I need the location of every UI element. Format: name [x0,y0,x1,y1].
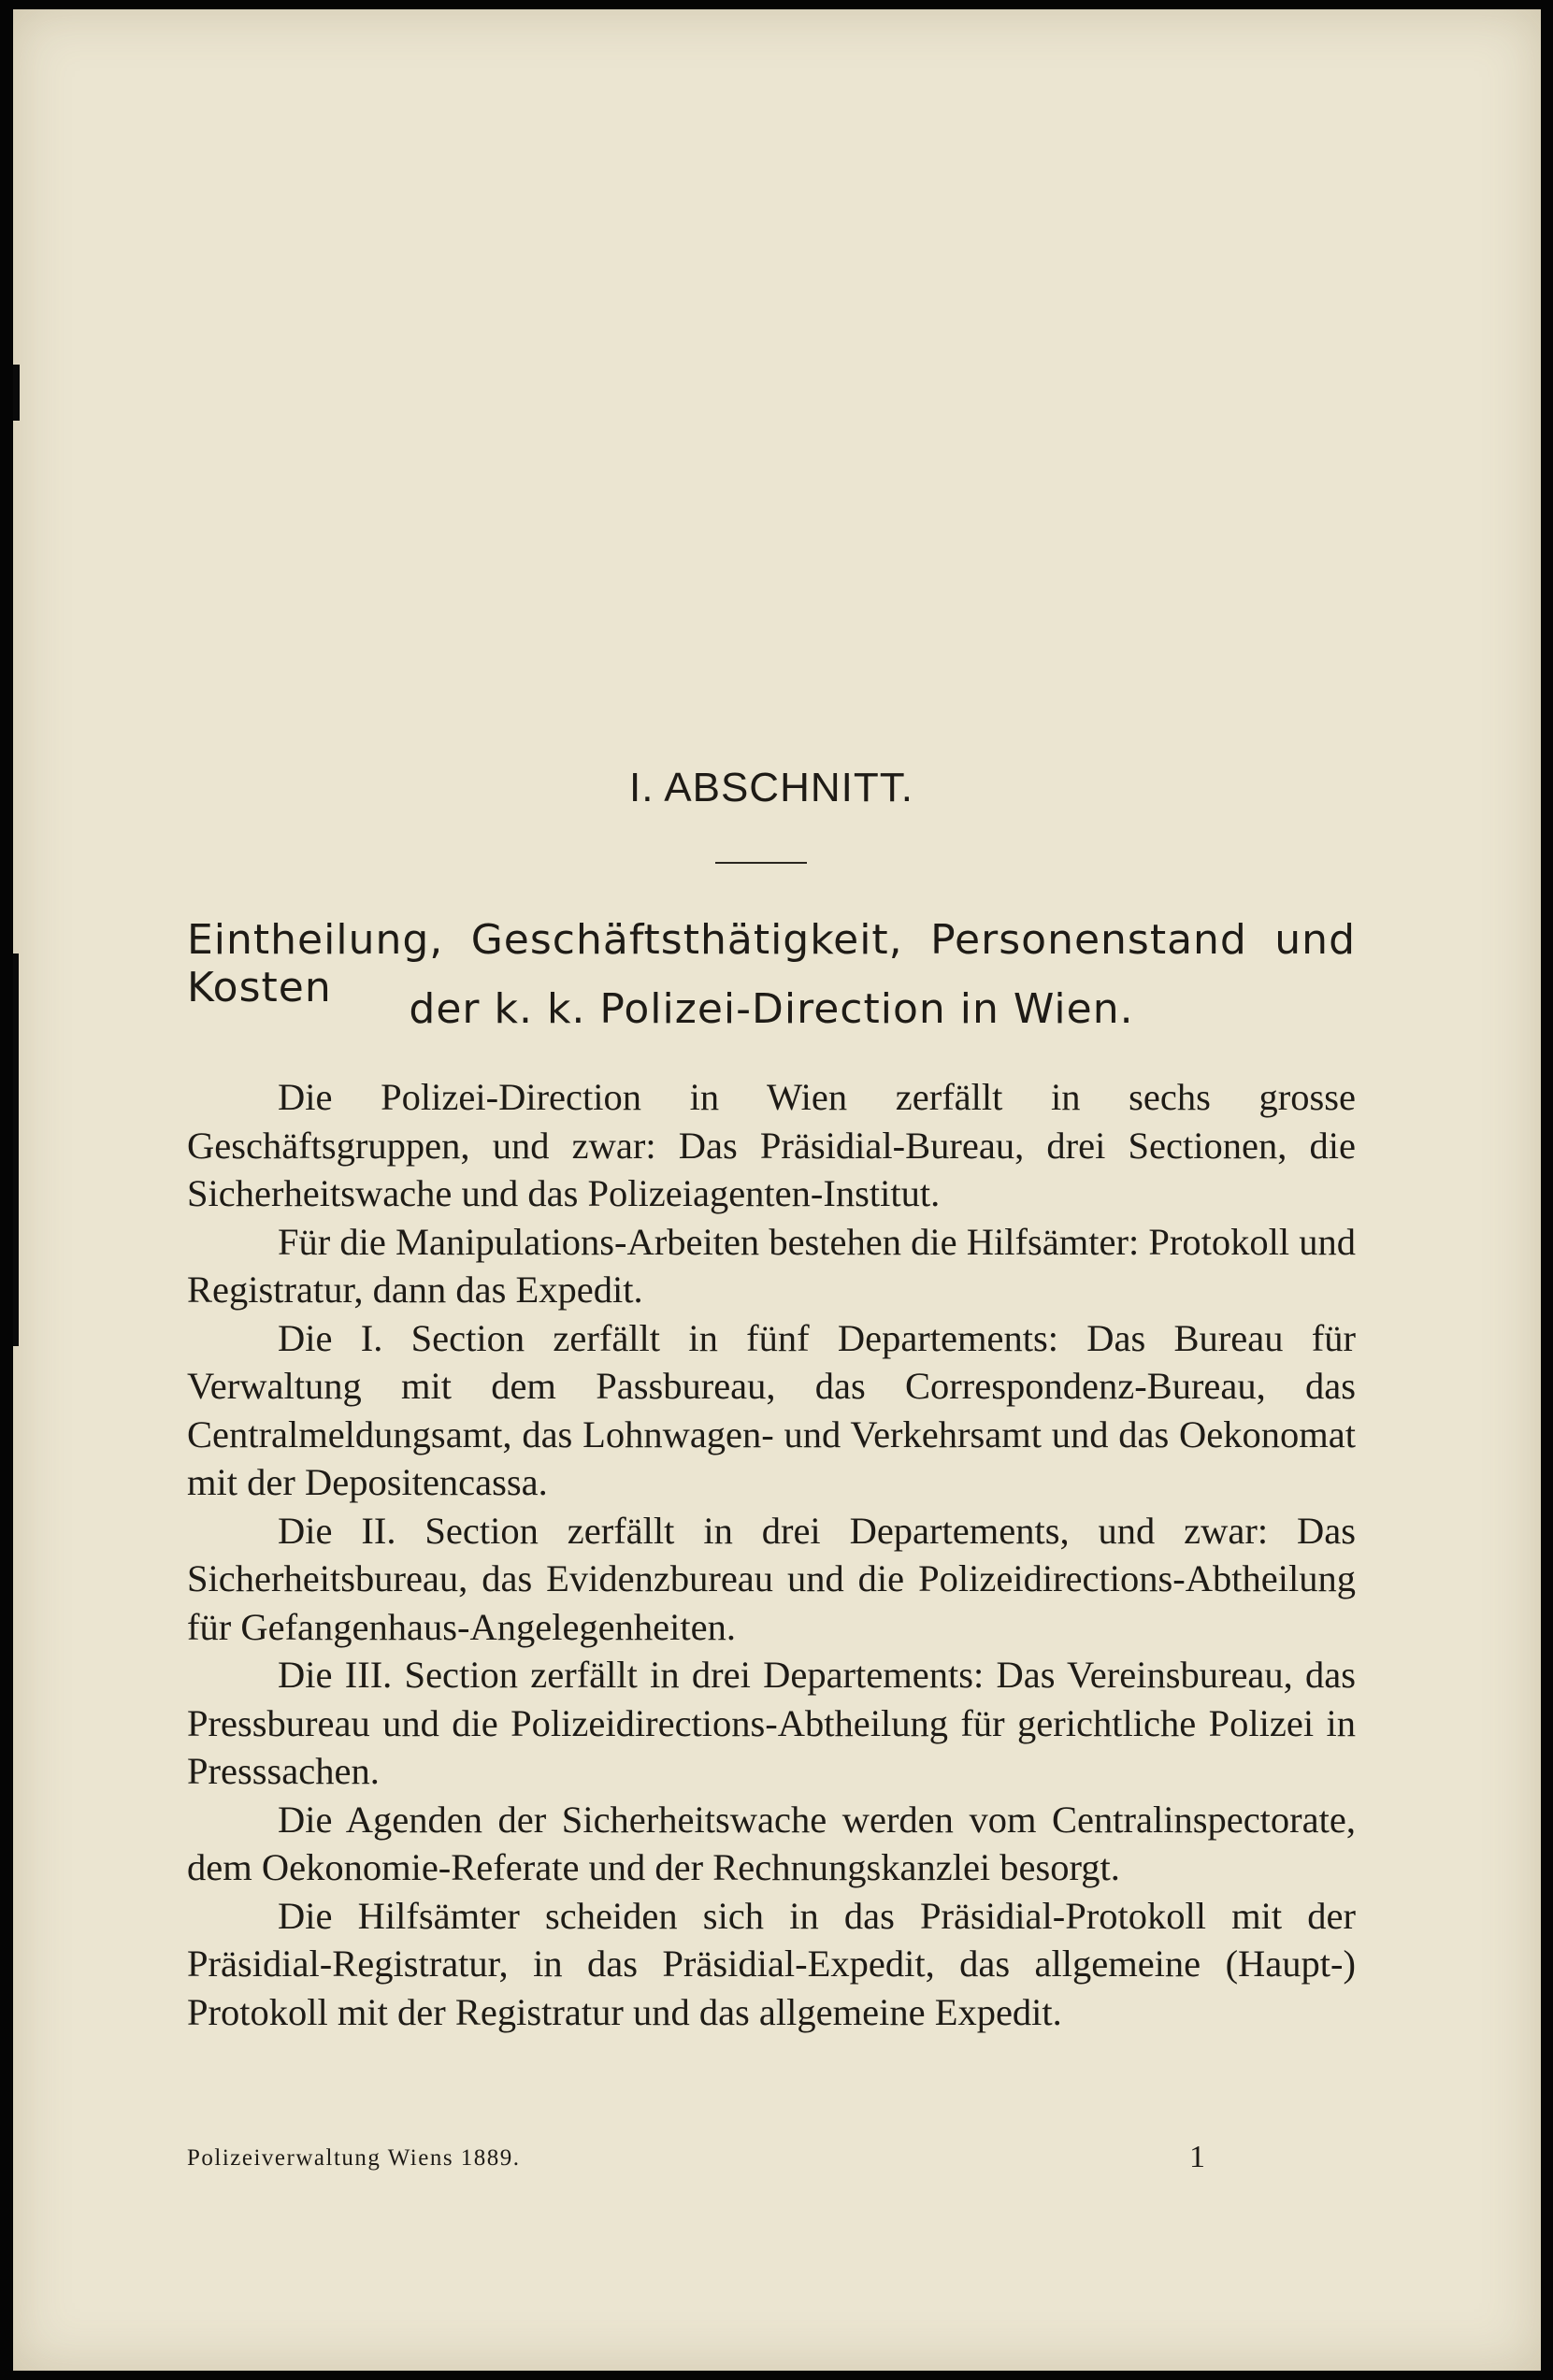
chapter-title-line-1: Eintheilung, Geschäftsthätigkeit, Personenstand und Kosten [187,916,1356,1011]
body-text [187,1073,1356,2036]
heading-divider [715,862,807,864]
document-page [13,9,1541,2371]
chapter-title-line-2: der k. k. Polizei-Direction in Wien. [409,985,1134,1033]
paragraph: Die I. Section zerfällt in fünf Departements: Das Bureau für Verwaltung mit dem Passbureau, das Correspondenz-Bureau, das Centralmeldungsamt, das Lohnwagen- und Verkehrsamt und das Oekonomat mit der Depositencassa. [187,1316,1356,1503]
paragraph: Die Polizei-Direction in Wien zerfällt in sechs grosse Geschäftsgruppen, und zwar: Das Präsidial-Bureau, drei Sectionen, die Sicherheitswache und das Polizeiagenten-Institut. [187,1076,1356,1214]
page-edge-mark [13,365,20,421]
page-edge-mark [13,953,19,1346]
paragraph: Die III. Section zerfällt in drei Departements: Das Vereinsbureau, das Pressbureau und die Polizeidirections-Abtheilung für gerichtliche Polizei in Presssachen. [187,1654,1356,1792]
paragraph: Die Agenden der Sicherheitswache werden vom Centralinspectorate, dem Oekonomie-Referate und der Rechnungskanzlei besorgt. [187,1798,1356,1888]
section-heading: I. ABSCHNITT. [629,765,913,810]
paragraph: Die Hilfsämter scheiden sich in das Präsidial-Protokoll mit der Präsidial-Registratur, in das Präsidial-Expedit, das allgemeine (Haupt-) Protokoll mit der Registratur und das allgemeine Expedit. [187,1894,1356,2033]
paragraph: Für die Manipulations-Arbeiten bestehen die Hilfsämter: Protokoll und Registratur, dann das Expedit. [187,1220,1356,1311]
page-number: 1 [1189,2140,1205,2174]
footer-signature: Polizeiverwaltung Wiens 1889. [187,2145,521,2171]
paragraph: Die II. Section zerfällt in drei Departements, und zwar: Das Sicherheitsbureau, das Evidenzbureau und die Polizeidirections-Abtheilung für Gefangenhaus-Angelegenheiten. [187,1509,1356,1648]
page-footer [187,2140,1356,2174]
